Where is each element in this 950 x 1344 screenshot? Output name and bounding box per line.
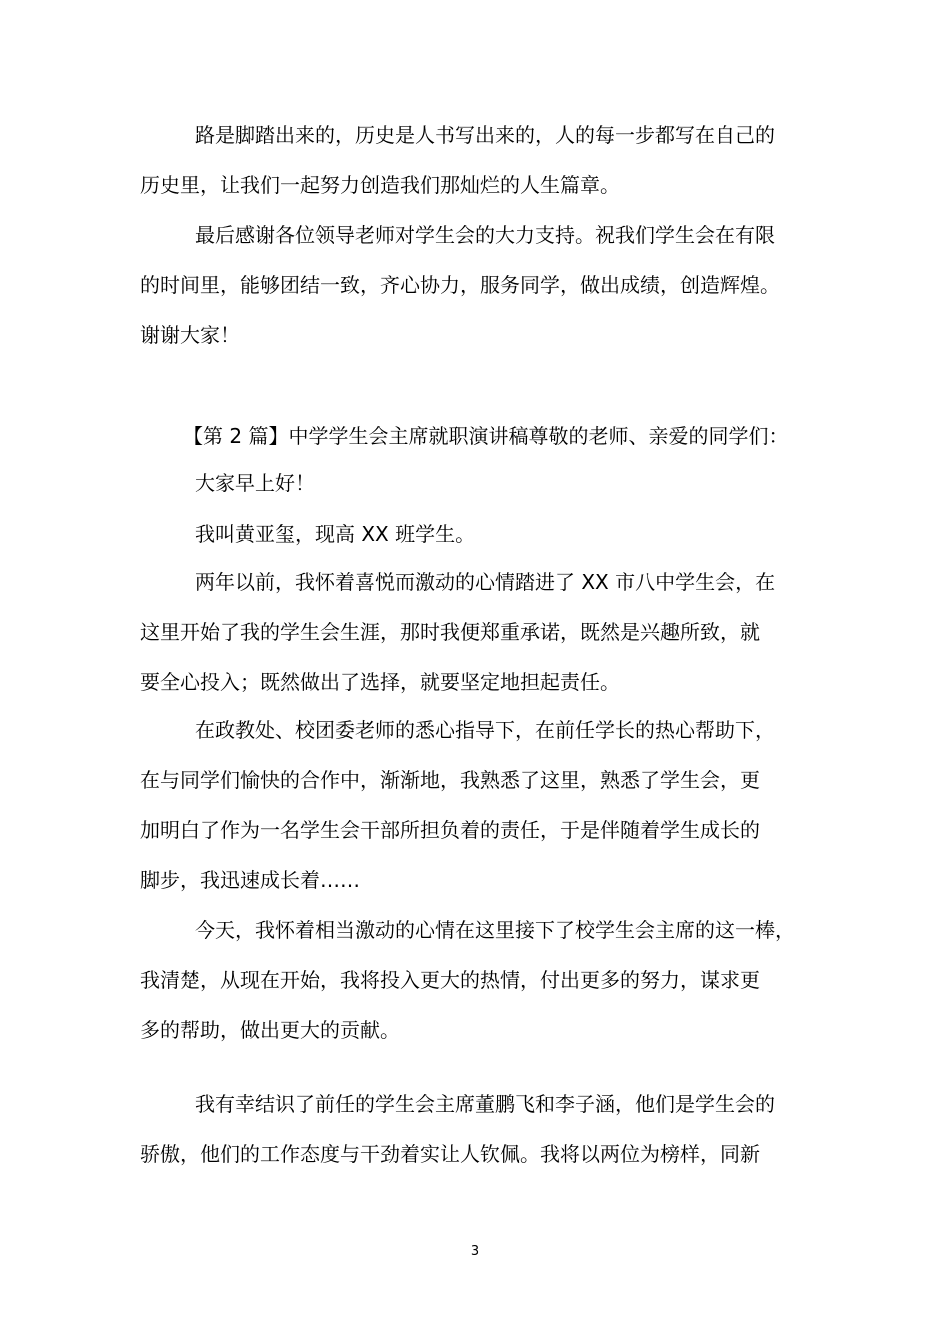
paragraph-line: 大家早上好！ [195, 471, 315, 495]
paragraph-line: 路是脚踏出来的，历史是人书写出来的，人的每一步都写在自己的 [195, 123, 775, 147]
paragraph-line: 今天，我怀着相当激动的心情在这里接下了校学生会主席的这一棒， [195, 918, 795, 942]
paragraph-line: 在与同学们愉快的合作中，渐渐地，我熟悉了这里，熟悉了学生会，更 [140, 768, 760, 792]
paragraph-line: 两年以前，我怀着喜悦而激动的心情踏进了 XX 市八中学生会，在 [195, 570, 776, 594]
paragraph-line: 的时间里，能够团结一致，齐心协力，服务同学，做出成绩，创造辉煌。 [140, 273, 780, 297]
paragraph-line: 这里开始了我的学生会生涯，那时我便郑重承诺，既然是兴趣所致，就 [140, 620, 760, 644]
paragraph-line: 要全心投入；既然做出了选择，就要坚定地担起责任。 [140, 670, 620, 694]
paragraph-line: 我清楚，从现在开始，我将投入更大的热情，付出更多的努力，谋求更 [140, 968, 760, 992]
paragraph-line: 加明白了作为一名学生会干部所担负着的责任，于是伴随着学生成长的 [140, 818, 760, 842]
paragraph-line: 骄傲，他们的工作态度与干劲着实让人钦佩。我将以两位为榜样，同新 [140, 1142, 760, 1166]
paragraph-line: 在政教处、校团委老师的悉心指导下，在前任学长的热心帮助下， [195, 718, 775, 742]
paragraph-line: 脚步，我迅速成长着…… [140, 868, 360, 892]
paragraph-line: 谢谢大家！ [140, 323, 240, 347]
page-number: 3 [470, 1244, 480, 1259]
paragraph-line: 最后感谢各位领导老师对学生会的大力支持。祝我们学生会在有限 [195, 223, 775, 247]
paragraph-line: 多的帮助，做出更大的贡献。 [140, 1018, 400, 1042]
paragraph-line: 我有幸结识了前任的学生会主席董鹏飞和李子涵，他们是学生会的 [195, 1092, 775, 1116]
section-heading: 【第 2 篇】中学学生会主席就职演讲稿尊敬的老师、亲爱的同学们： [183, 424, 789, 448]
paragraph-line: 历史里，让我们一起努力创造我们那灿烂的人生篇章。 [140, 173, 620, 197]
paragraph-line: 我叫黄亚玺，现高 XX 班学生。 [195, 522, 476, 546]
